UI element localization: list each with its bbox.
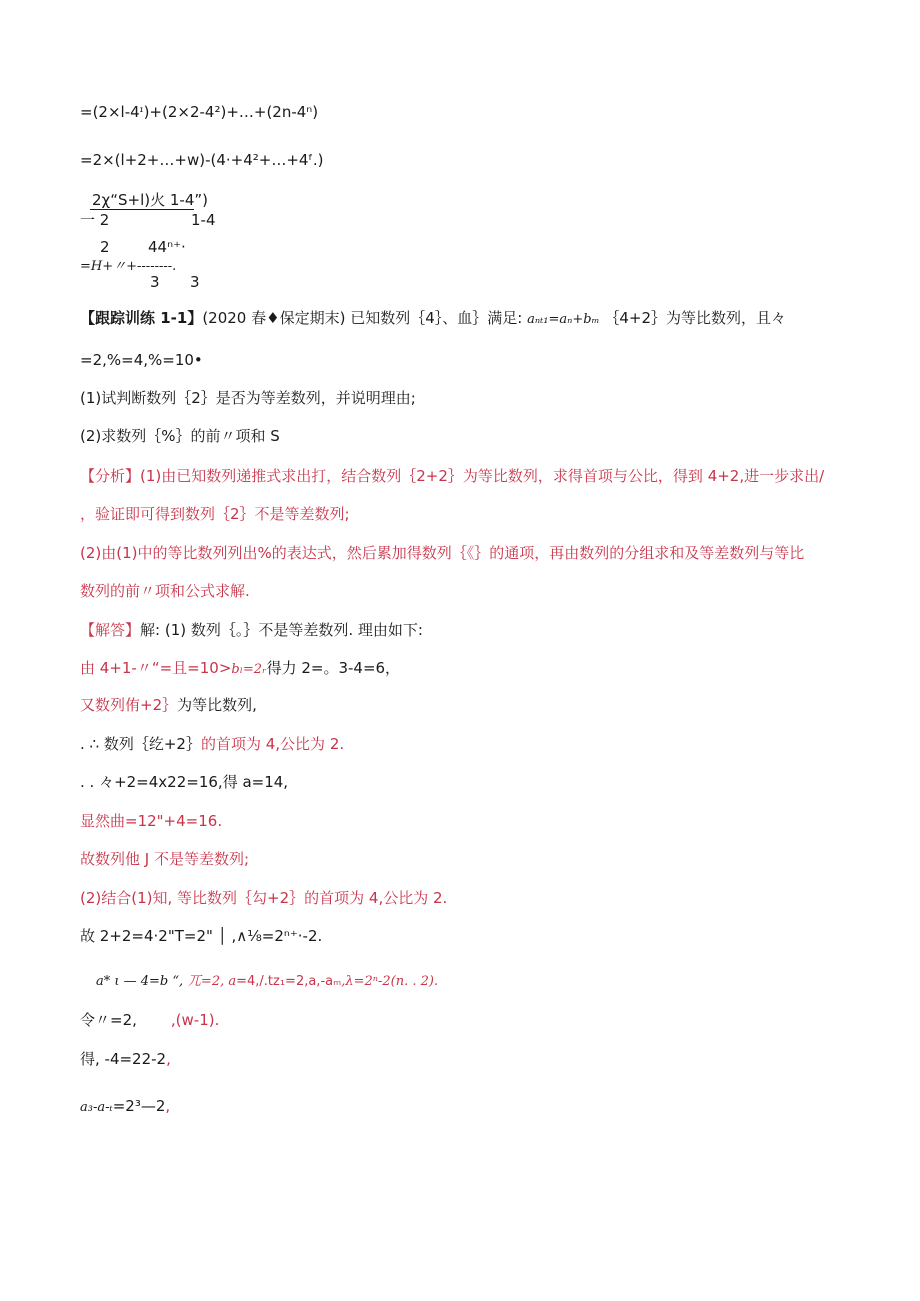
solution-line-9-a: a* ι — 4=b “, [96, 974, 184, 989]
solution-line-10-b: ,(w-1). [170, 1011, 220, 1029]
fraction-top-right: 44ⁿ⁺· [148, 238, 186, 256]
solution-line-2-a: 又数列侑+2｝ [80, 696, 178, 714]
solution-intro: 解: (1) 数列｛。｝不是等差数列. 理由如下: [140, 621, 423, 639]
solution-line-1-c: 得力 2=。3-4=6， [266, 659, 401, 677]
fraction-bottom-left: 3 [150, 273, 160, 291]
fraction-numerator: 2χ“S+l)火 1-4”) [92, 191, 208, 209]
analysis-line-3: (2)由(1)中的等比数列列出%的表达式，然后累加得数列｛《｝的通项，再由数列的分组求和及等差数列与等比 [80, 544, 805, 562]
solution-line-4-a: . . 々+2=4x22=16, [80, 773, 223, 791]
equation-line-1: =(2×l-4ᶦ)+(2×2-4²)+…+(2n-4ⁿ) [80, 103, 319, 121]
solution-line-2 [80, 695, 257, 715]
question-1: (1)试判断数列｛2｝是否为等差数列，并说明理由; [80, 389, 416, 407]
fraction-middle-line: =H+〃+--------. [80, 259, 177, 274]
exercise-source: (2020 春♦保定期末) 已知数列｛4｝、血｝满足: [202, 309, 528, 327]
solution-line-10 [80, 1010, 219, 1030]
solution-line-1-b: bₗ=2ᵣ [231, 662, 267, 677]
fraction-top-left: 2 [100, 238, 110, 256]
solution-line-11 [80, 1049, 171, 1069]
solution-line-7-b: 结合(1)知, 等比数列｛勾+2｝的首项为 4,公比为 2. [101, 889, 448, 907]
solution-line-3-a: . ∴ 数列｛纥+2｝ [80, 735, 201, 753]
solution-line-3 [80, 734, 344, 754]
solution-line-1-a: 由 4+1-〃“=且=10> [80, 659, 232, 677]
solution-line-12-b: =2³—2 [112, 1097, 166, 1115]
analysis-tag: 【分析】 [80, 467, 141, 485]
solution-line-4 [80, 772, 288, 792]
solution-line-11-a: 得, -4=22-2 [80, 1050, 167, 1068]
solution-line-10-a: 令〃=2, [80, 1011, 137, 1029]
analysis-line-2: ，验证即可得到数列｛2｝不是等差数列; [80, 505, 350, 523]
fraction-denominator-left: 一 2 [80, 211, 110, 229]
solution-line-8-b: │ ,∧⅛=2ⁿ⁺·-2. [217, 927, 323, 945]
exercise-condition: ｛4+2｝为等比数列，且々 [604, 309, 787, 327]
solution-line-9-c: =4,/.tz₁=2,a,-aₘ [236, 974, 342, 989]
solution-line-11-b: , [166, 1050, 171, 1068]
fraction-denominator-right: 1-4 [191, 211, 216, 229]
fraction-bottom-right: 3 [190, 273, 200, 291]
analysis-line-1 [80, 466, 824, 486]
solution-line-6: 故数列他 J 不是等差数列; [80, 850, 250, 868]
solution-line-5: 显然曲=12"+4=16. [80, 812, 223, 830]
solution-line-3-b: 的首项为 4,公比为 2. [200, 735, 345, 753]
recurrence-formula: aₙₜ₁=aₙ+bₘ [527, 312, 600, 327]
solution-line-8 [80, 926, 322, 946]
solution-line-12 [80, 1096, 170, 1118]
analysis-line-4: 数列的前〃项和公式求解. [80, 582, 250, 600]
exercise-values: =2,%=4,%=10• [80, 351, 203, 369]
solution-line-9-b: 兀=2, a [187, 974, 237, 989]
solution-line-7-a: (2) [80, 889, 102, 907]
solution-line-1 [80, 658, 400, 680]
solution-tag: 【解答】 [80, 621, 141, 639]
analysis-text-1: (1)由已知数列递推式求出打，结合数列｛2+2｝为等比数列，求得首项与公比，得到 4+2,进一步求出/ [140, 467, 825, 485]
equation-line-2: =2×(l+2+…+w)-(4·+4²+…+4ᶠ.) [80, 151, 324, 169]
solution-line-12-c: , [165, 1097, 171, 1115]
exercise-heading [80, 308, 786, 330]
solution-line-8-a: 故 2+2=4·2"T=2" [80, 927, 213, 945]
question-2: (2)求数列｛%｝的前〃项和 S [80, 427, 280, 445]
solution-line-2-b: 为等比数列, [177, 696, 257, 714]
solution-line-9 [96, 970, 438, 992]
solution-line-9-d: ,λ=2ⁿ-2(n. . 2). [341, 974, 439, 989]
exercise-tag: 【跟踪训练 1-1】 [80, 309, 203, 327]
solution-line-7 [80, 888, 447, 908]
solution-line-4-b: 得 a=14, [222, 773, 289, 791]
solution-line-12-a: a₃-a-ₜ [80, 1100, 113, 1115]
solution-heading [80, 620, 423, 640]
